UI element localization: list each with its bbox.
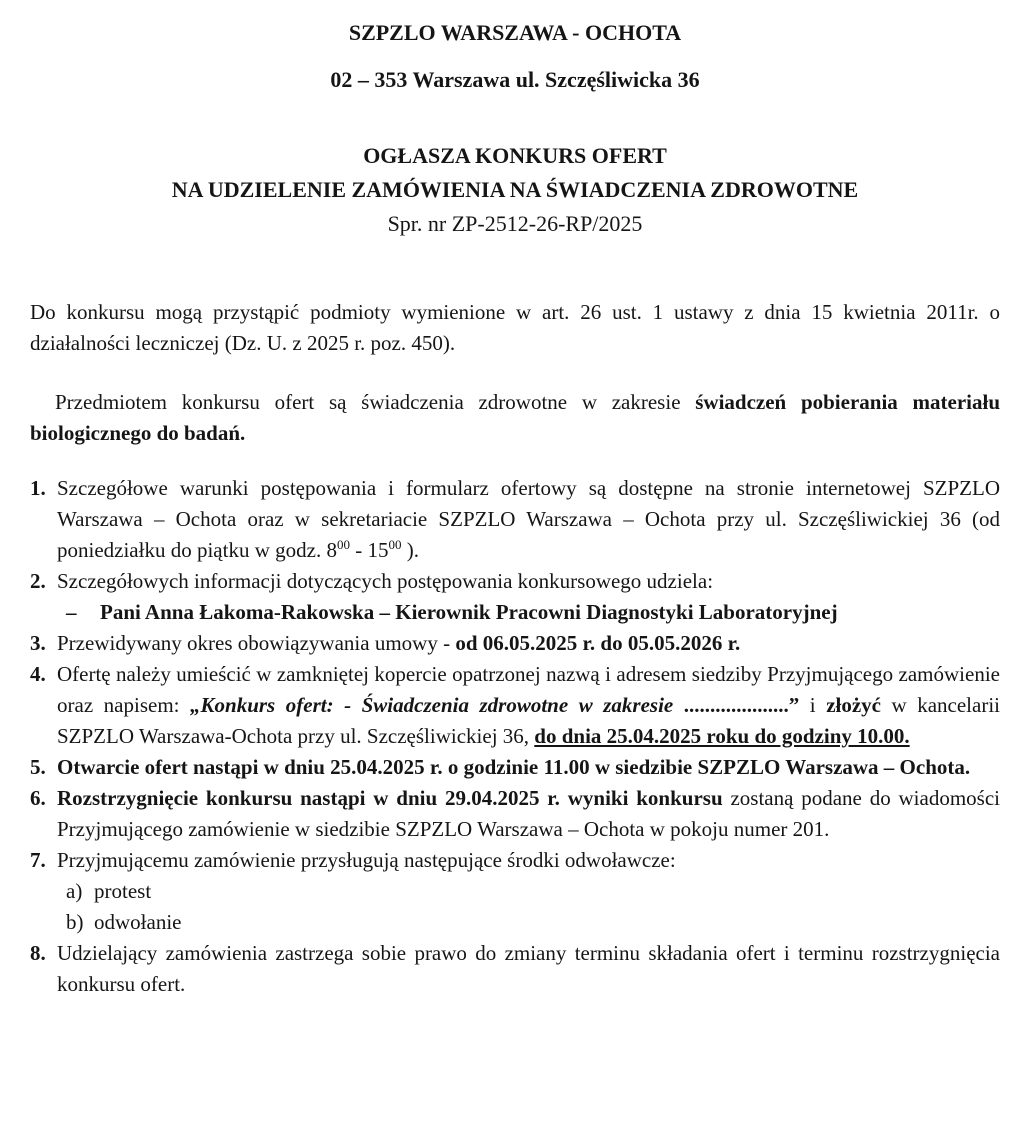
announcement-title-line1: OGŁASZA KONKURS OFERT xyxy=(363,143,667,168)
list-item-7 xyxy=(30,845,1000,876)
appeal-option-a xyxy=(30,876,1000,907)
announcement-title-line2: NA UDZIELENIE ZAMÓWIENIA NA ŚWIADCZENIA ZDROWOTNE xyxy=(171,177,859,202)
list-item-number: 1. xyxy=(30,476,46,500)
org-address: 02 – 353 Warszawa ul. Szczęśliwicka 36 xyxy=(330,67,700,92)
list-item-1 xyxy=(30,473,1000,566)
list-item-number: 2. xyxy=(30,569,46,593)
list-item-number: 8. xyxy=(30,941,46,965)
list-item-3 xyxy=(30,628,1000,659)
list-item-number: 3. xyxy=(30,631,46,655)
list-item-text: Rozstrzygnięcie konkursu nastąpi w dniu 29.04.2025 r. wyniki konkursu zostaną podane do wiadomości Przyjmującego zamówienie w siedzibie SZPZLO Warszawa – Ochota w pokoju numer 201. xyxy=(57,786,1000,841)
appeal-option-text: odwołanie xyxy=(94,910,182,934)
subject-paragraph: Przedmiotem konkursu ofert są świadczenia zdrowotne w zakresie świadczeń pobierania materiału biologicznego do badań. xyxy=(30,390,1000,445)
appeal-option-b xyxy=(30,907,1000,938)
list-item-text: Ofertę należy umieścić w zamkniętej kopercie opatrzonej nazwą i adresem siedziby Przyjmującego zamówienie oraz napisem: „Konkurs ofert: - Świadczenia zdrowotne w zakresie ....................” i złożyć w kancelarii SZPZLO Warszawa-Ochota przy ul. Szczęśliwickiej 36, do dnia 25.04.2025 roku do godziny 10.00. xyxy=(57,662,1000,748)
list-item-number: 5. xyxy=(30,755,46,779)
contact-person-line xyxy=(30,597,1000,628)
list-item-text: Szczegółowe warunki postępowania i formularz ofertowy są dostępne na stronie internetowej SZPZLO Warszawa – Ochota oraz w sekretariacie SZPZLO Warszawa – Ochota przy ul. Szczęśliwickiej 36 (od poniedziałku do piątku w godz. $8^{00} - 15^{00}$ ). xyxy=(57,476,1000,562)
announcement-title xyxy=(30,139,1000,241)
list-item-8 xyxy=(30,938,1000,1000)
letter-marker: b) xyxy=(66,910,84,934)
list-item-number: 7. xyxy=(30,848,46,872)
letter-marker: a) xyxy=(66,879,83,903)
terms-list xyxy=(30,473,1000,1000)
case-number: Spr. nr ZP-2512-26-RP/2025 xyxy=(387,211,643,236)
list-item-number: 6. xyxy=(30,786,46,810)
list-item-text: Przyjmującemu zamówienie przysługują następujące środki odwoławcze: xyxy=(57,848,676,872)
list-item-text: Przewidywany okres obowiązywania umowy - od 06.05.2025 r. do 05.05.2026 r. xyxy=(57,631,741,655)
list-item-number: 4. xyxy=(30,662,46,686)
org-name: SZPZLO WARSZAWA - OCHOTA xyxy=(348,20,682,45)
dash-marker: – xyxy=(66,600,77,624)
contact-person-text: Pani Anna Łakoma-Rakowska – Kierownik Pracowni Diagnostyki Laboratoryjnej xyxy=(100,600,838,624)
appeal-option-text: protest xyxy=(94,879,152,903)
list-item-4 xyxy=(30,659,1000,752)
list-item-text: Szczegółowych informacji dotyczących postępowania konkursowego udziela: xyxy=(57,569,714,593)
list-item-5 xyxy=(30,752,1000,783)
intro-paragraph: Do konkursu mogą przystąpić podmioty wymienione w art. 26 ust. 1 ustawy z dnia 15 kwietnia 2011r. o działalności leczniczej (Dz. U. z 2025 r. poz. 450). xyxy=(30,300,1000,355)
list-item-text: Udzielający zamówienia zastrzega sobie prawo do zmiany terminu składania ofert i terminu rozstrzygnięcia konkursu ofert. xyxy=(57,941,1000,996)
list-item-text: Otwarcie ofert nastąpi w dniu 25.04.2025 r. o godzinie 11.00 w siedzibie SZPZLO Warszawa – Ochota. xyxy=(57,755,971,779)
list-item-6 xyxy=(30,783,1000,845)
list-item-2 xyxy=(30,566,1000,597)
